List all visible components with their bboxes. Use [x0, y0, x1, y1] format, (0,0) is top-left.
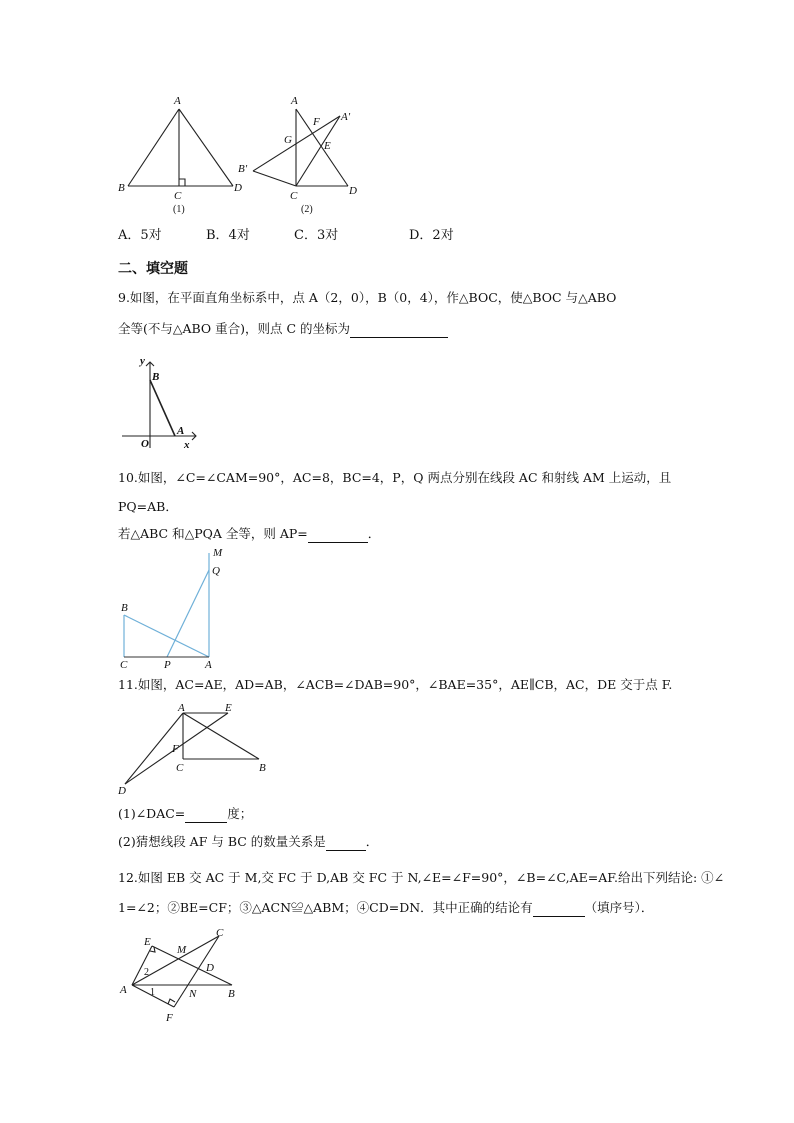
- q11-sub1-text: (1)∠DAC=: [118, 806, 186, 821]
- q11-line1: 11.如图，AC=AE，AD=AB，∠ACB=∠DAB=90°，∠BAE=35°，AE∥CB，AC，DE 交于点 F.: [118, 677, 673, 692]
- q11-sub2-blank[interactable]: [326, 837, 366, 851]
- q10-text-end: ．: [367, 526, 381, 541]
- q9-text: 全等(不与△ABO 重合)，则点 C 的坐标为: [118, 321, 351, 336]
- label-A: A: [120, 984, 127, 996]
- figure-q11: [112, 698, 272, 798]
- label-B: B: [259, 762, 266, 774]
- figure-q9: [118, 352, 208, 452]
- q12-answer-blank[interactable]: [533, 903, 585, 917]
- q9-answer-blank[interactable]: [350, 324, 448, 338]
- q10-answer-blank[interactable]: [308, 529, 368, 543]
- figure-q10: [116, 545, 236, 670]
- label-E: E: [144, 936, 151, 948]
- caption-2: (2): [301, 204, 313, 215]
- figure-1-right: [253, 109, 348, 186]
- label-D: D: [234, 182, 242, 194]
- label-Q: Q: [212, 565, 220, 577]
- label-D: D: [118, 785, 126, 797]
- label-C: C: [174, 190, 182, 202]
- caption-1: (1): [173, 204, 185, 215]
- label-B: B: [152, 371, 160, 383]
- label-2: 2: [144, 967, 149, 978]
- q11-sub2-end: ．: [365, 834, 379, 849]
- label-x: x: [184, 439, 190, 451]
- label-A: A: [177, 425, 185, 437]
- label-A: A: [174, 95, 181, 107]
- q11-sub1: [118, 805, 252, 823]
- q11-sub2-text: (2)猜想线段 AF 与 BC 的数量关系是: [118, 834, 326, 849]
- label-1: 1: [150, 987, 155, 998]
- q12-text: 1=∠2；②BE=CF；③△ACN≌△ABM；④CD=DN．其中正确的结论有: [118, 900, 533, 915]
- label-C: C: [290, 190, 298, 202]
- label-A: A: [178, 702, 185, 714]
- label-E: E: [324, 140, 331, 152]
- option-a: A．5对: [118, 228, 162, 243]
- q10-text: 若△ABC 和△PQA 全等，则 AP=: [118, 526, 308, 541]
- label-A: A: [205, 659, 212, 670]
- label-M: M: [213, 547, 223, 559]
- figure-q12: [114, 925, 244, 1025]
- figure-1-left: [128, 109, 233, 186]
- q9-line2: [118, 320, 448, 338]
- option-b: B．4对: [206, 228, 250, 243]
- q11-sub1-end: 度；: [227, 806, 253, 821]
- label-D: D: [349, 185, 357, 197]
- label-B-prime: B′: [238, 163, 248, 175]
- label-B: B: [228, 988, 235, 1000]
- label-G: G: [284, 134, 292, 146]
- label-A: A: [291, 95, 298, 107]
- label-E: E: [225, 702, 232, 714]
- label-P: P: [164, 659, 171, 670]
- q12-text-end: （填序号）．: [584, 900, 654, 915]
- q10-line3: [118, 525, 380, 543]
- label-F: F: [166, 1012, 173, 1024]
- section-title: 二、填空题: [118, 261, 188, 277]
- q10-line2: PQ=AB．: [118, 499, 178, 514]
- label-y: y: [140, 355, 145, 367]
- q12-line2: [118, 899, 653, 917]
- label-B: B: [118, 182, 125, 194]
- q11-sub1-blank[interactable]: [185, 809, 227, 823]
- label-B: B: [121, 602, 128, 614]
- q9-line1: 9.如图，在平面直角坐标系中，点 A（2，0），B（0，4），作△BOC，使△BOC 与△ABO: [118, 290, 617, 305]
- q10-line1: 10.如图，∠C=∠CAM=90°，AC=8，BC=4，P，Q 两点分别在线段 AC 和射线 AM 上运动，且: [118, 470, 672, 485]
- q11-sub2: [118, 833, 378, 851]
- label-N: N: [189, 988, 197, 1000]
- label-F: F: [313, 116, 320, 128]
- figure-triangles: [110, 90, 370, 220]
- label-M: M: [177, 944, 187, 956]
- label-O: O: [141, 438, 149, 450]
- label-F: F: [172, 743, 179, 755]
- label-C: C: [176, 762, 184, 774]
- option-d: D．2对: [409, 228, 454, 243]
- label-D: D: [206, 962, 214, 974]
- label-A-prime: A′: [341, 111, 351, 123]
- label-C: C: [120, 659, 128, 670]
- label-C: C: [216, 927, 224, 939]
- q12-line1: 12.如图 EB 交 AC 于 M,交 FC 于 D,AB 交 FC 于 N,∠E=∠F=90°，∠B=∠C,AE=AF.给出下列结论: ①∠: [118, 870, 725, 885]
- option-c: C．3对: [294, 228, 339, 243]
